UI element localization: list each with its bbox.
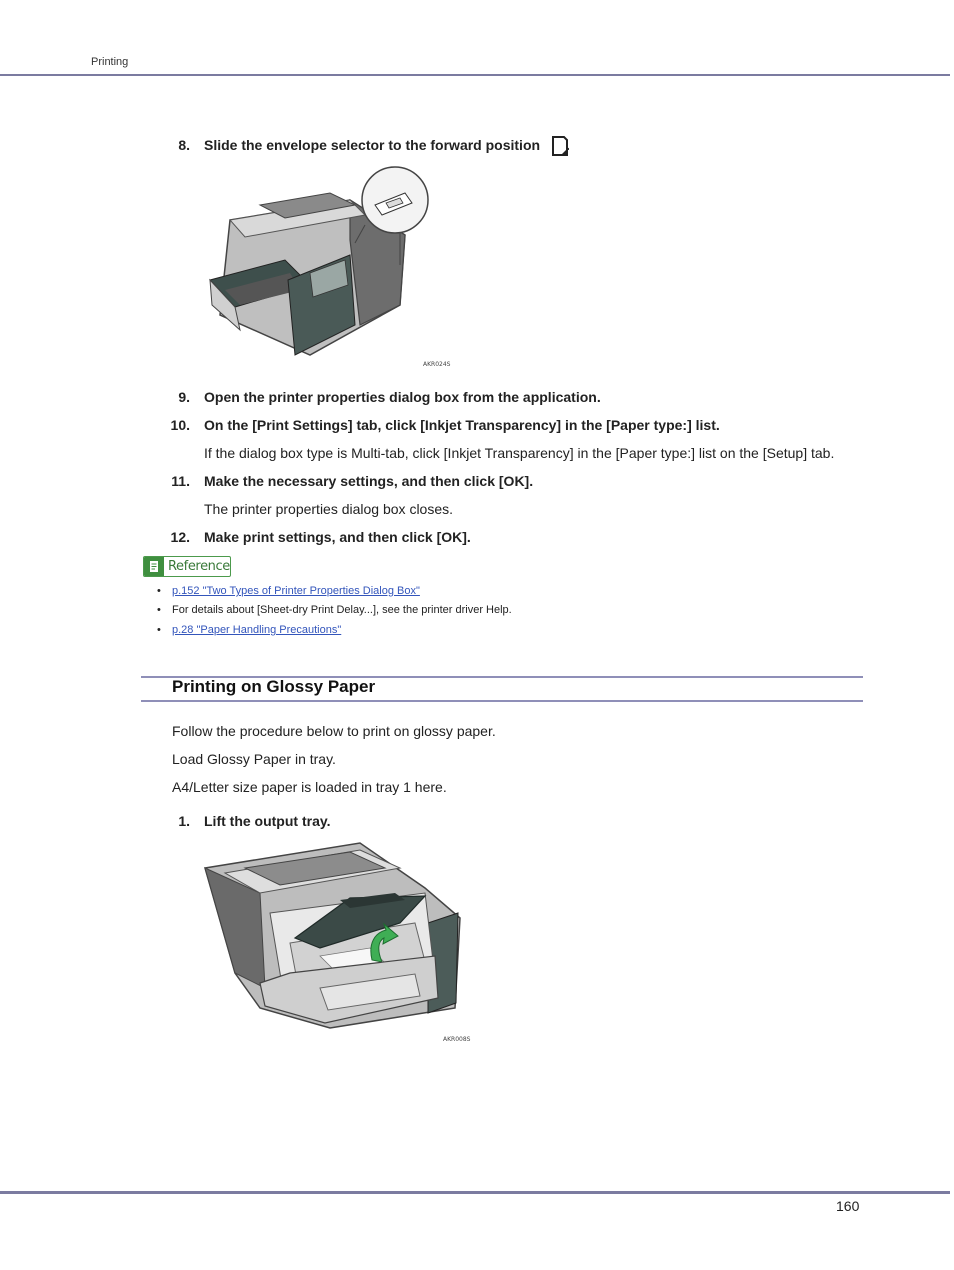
section-paragraph: Follow the procedure below to print on glossy paper. xyxy=(172,723,496,739)
reference-text: For details about [Sheet-dry Print Delay...], see the printer driver Help. xyxy=(172,604,512,616)
step-number: 9. xyxy=(178,389,190,405)
step-number: 11. xyxy=(171,473,190,489)
step-text: Lift the output tray. xyxy=(204,813,331,829)
footer-rule xyxy=(0,1191,950,1194)
page-number: 160 xyxy=(836,1198,860,1214)
running-header: Printing xyxy=(91,56,129,68)
header-rule xyxy=(0,74,950,76)
step-text: Open the printer properties dialog box from the application. xyxy=(204,389,601,405)
figure-lift-output-tray xyxy=(200,838,465,1033)
section-paragraph: A4/Letter size paper is loaded in tray 1 here. xyxy=(172,779,447,795)
step-text: Make print settings, and then click [OK]. xyxy=(204,529,471,545)
figure-printer-envelope-selector xyxy=(200,165,440,375)
step-number: 12. xyxy=(170,529,190,545)
section-rule-bottom xyxy=(141,700,863,702)
step-number: 10. xyxy=(170,417,190,433)
reference-label: Reference xyxy=(168,559,230,574)
step-text: On the [Print Settings] tab, click [Inkjet Transparency] in the [Paper type:] list. xyxy=(204,417,720,433)
document-icon xyxy=(144,557,164,576)
step-note: If the dialog box type is Multi-tab, click [Inkjet Transparency] in the [Paper type:] list on the [Setup] tab. xyxy=(204,445,835,461)
step-text: Make the necessary settings, and then click [OK]. xyxy=(204,473,534,489)
figure-code: AKR024S xyxy=(423,361,451,368)
step-number: 8. xyxy=(178,137,190,153)
reference-link[interactable]: p.152 "Two Types of Printer Properties Dialog Box" xyxy=(172,585,420,597)
figure-code: AKR008S xyxy=(443,1036,471,1043)
section-title: Printing on Glossy Paper xyxy=(172,677,376,696)
step-number: 1. xyxy=(178,813,190,829)
step-text: Slide the envelope selector to the forward position xyxy=(204,137,541,153)
step-note: The printer properties dialog box closes. xyxy=(204,501,454,517)
reference-link[interactable]: p.28 "Paper Handling Precautions" xyxy=(172,624,342,636)
reference-badge xyxy=(143,556,231,577)
section-paragraph: Load Glossy Paper in tray. xyxy=(172,751,336,767)
